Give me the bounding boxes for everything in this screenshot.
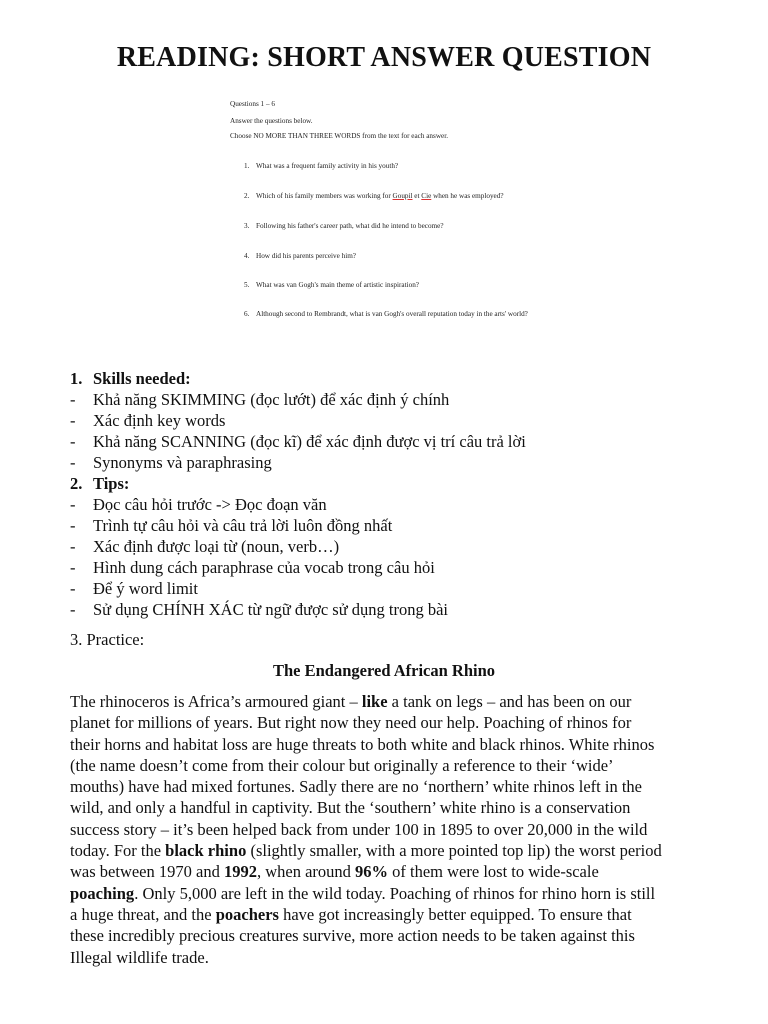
question-text: Although second to Rembrandt, what is van Gogh's overall reputation today in the arts' world?	[256, 310, 528, 318]
instruction-line-2: Choose NO MORE THAN THREE WORDS from the text for each answer.	[230, 132, 448, 140]
question-number: 5.	[244, 281, 250, 289]
section-heading: Tips:	[93, 474, 130, 493]
passage-line: a huge threat, and the poachers have got increasingly better equipped. To ensure that	[70, 904, 632, 924]
question-number: 4.	[244, 252, 250, 260]
skills-section	[70, 368, 730, 620]
question-text: What was a frequent family activity in his youth?	[256, 162, 399, 170]
question-text: How did his parents perceive him?	[256, 252, 356, 260]
skills-heading	[70, 368, 730, 389]
passage-line: (the name doesn’t come from their colour but originally a reference to their ‘wide’	[70, 755, 614, 775]
page-title: READING: SHORT ANSWER QUESTION	[116, 42, 652, 73]
passage-line: success story – it’s been helped back from under 100 in 1895 to over 20,000 in the wild	[70, 819, 648, 839]
list-item: - Hình dung cách paraphrase của vocab trong câu hỏi	[70, 558, 435, 577]
question-number: 3.	[244, 222, 250, 230]
practice-heading: 3. Practice:	[70, 630, 145, 649]
list-item: - Trình tự câu hỏi và câu trả lời luôn đồng nhất	[70, 516, 393, 535]
instruction-line-1: Answer the questions below.	[230, 117, 313, 125]
section-number: 1.	[70, 369, 83, 388]
list-item: - Đọc câu hỏi trước -> Đọc đoạn văn	[70, 495, 327, 514]
list-item: - Để ý word limit	[70, 579, 198, 598]
question-text: What was van Gogh's main theme of artistic inspiration?	[256, 281, 419, 289]
passage-body	[70, 691, 730, 968]
question-number: 1.	[244, 162, 250, 170]
embedded-question-image	[222, 98, 552, 360]
question-text: Following his father's career path, what did he intend to become?	[256, 222, 444, 230]
list-item: - Synonyms và paraphrasing	[70, 453, 272, 472]
list-item: - Khả năng SKIMMING (đọc lướt) để xác định ý chính	[70, 390, 450, 409]
list-item: - Xác định key words	[70, 411, 226, 430]
list-item: - Khả năng SCANNING (đọc kĩ) để xác định được vị trí câu trả lời	[70, 432, 526, 451]
passage-title: The Endangered African Rhino	[272, 661, 496, 680]
questions-heading: Questions 1 – 6	[230, 100, 275, 108]
passage-line: today. For the black rhino (slightly smaller, with a more pointed top lip) the worst period	[70, 841, 662, 861]
list-item: - Xác định được loại từ (noun, verb…)	[70, 537, 340, 556]
question-number: 2.	[244, 192, 250, 200]
question-number: 6.	[244, 310, 250, 318]
passage-line: planet for millions of years. But right now they need our help. Poaching of rhinos for	[70, 713, 632, 733]
passage-line: poaching. Only 5,000 are left in the wild today. Poaching of rhinos for rhino horn is still	[70, 883, 656, 903]
passage-line: wild, and only a handful in captivity. But the ‘southern’ white rhino is a conservation	[70, 798, 631, 818]
section-heading: Skills needed:	[93, 369, 191, 388]
passage-line: their horns and habitat loss are huge threats to both white and black rhinos. White rhinos	[70, 734, 655, 754]
passage-line: these incredibly precious creatures survive, more action needs to be taken against this	[70, 926, 635, 946]
section-number: 2.	[70, 474, 83, 493]
passage-line: Illegal wildlife trade.	[70, 947, 209, 967]
passage-line: mouths) have had mixed fortunes. Sadly there are no ‘northern’ white rhinos left in the	[70, 777, 642, 797]
tips-heading	[70, 473, 730, 494]
passage-line: The rhinoceros is Africa’s armoured giant – like a tank on legs – and has been on our	[70, 692, 632, 711]
question-text: Which of his family members was working for Goupil et Cie when he was employed?	[256, 192, 504, 200]
list-item: - Sử dụng CHÍNH XÁC từ ngữ được sử dụng trong bài	[70, 600, 449, 619]
passage-line: was between 1970 and 1992, when around 96% of them were lost to wide-scale	[70, 862, 599, 882]
